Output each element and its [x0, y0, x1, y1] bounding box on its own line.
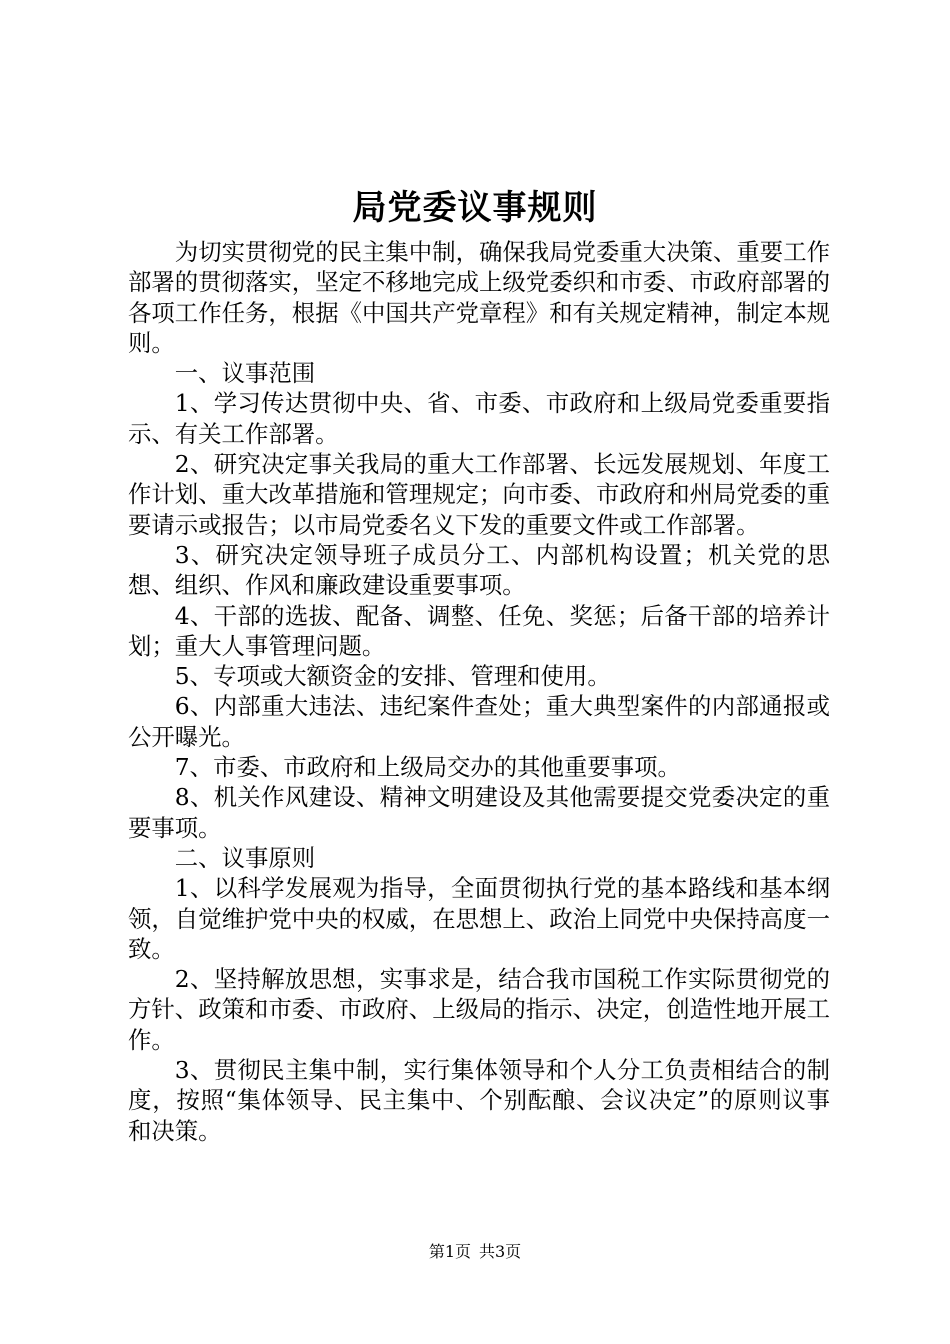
section-heading-principles: 二、议事原则: [174, 843, 316, 872]
scope-item-3: 3、研究决定领导班子成员分工、内部机构设置；机关党的思想、组织、作风和廉政建设重要事项。: [128, 540, 830, 600]
page-number: 第1页: [428, 1242, 471, 1261]
document-body: [128, 237, 830, 1146]
scope-item-6: 6、内部重大违法、违纪案件查处；重大典型案件的内部通报或公开曝光。: [128, 692, 830, 751]
scope-item-7: 7、市委、市政府和上级局交办的其他重要事项。: [174, 753, 681, 782]
scope-item-8: 8、机关作风建设、精神文明建设及其他需要提交党委决定的重要事项。: [128, 783, 830, 842]
intro-paragraph: 为切实贯彻党的民主集中制，确保我局党委重大决策、重要工作部署的贯彻落实，坚定不移地完成上级党委织和市委、市政府部署的各项工作任务，根据《中国共产党章程》和有关规定精神，制定本规则。: [128, 238, 830, 357]
principle-item-3: 3、贯彻民主集中制，实行集体领导和个人分工负责相结合的制度，按照“集体领导、民主集中、个别酝酿、会议决定”的原则议事和决策。: [128, 1056, 830, 1145]
scope-item-1: 1、学习传达贯彻中央、省、市委、市政府和上级局党委重要指示、有关工作部署。: [128, 389, 830, 448]
principle-item-2: 2、坚持解放思想，实事求是，结合我市国税工作实际贯彻党的方针、政策和市委、市政府、上级局的指示、决定，创造性地开展工作。: [128, 965, 830, 1054]
scope-item-4: 4、干部的选拔、配备、调整、任免、奖惩；后备干部的培养计划；重大人事管理问题。: [128, 601, 830, 660]
scope-item-2: 2、研究决定事关我局的重大工作部署、长远发展规划、年度工作计划、重大改革措施和管理规定；向市委、市政府和州局党委的重要请示或报告；以市局党委名义下发的重要文件或工作部署。: [128, 450, 830, 539]
page-total: 共3页: [479, 1242, 522, 1261]
document-title: 局党委议事规则: [352, 188, 598, 228]
page-footer: [0, 1240, 950, 1264]
principle-item-1: 1、以科学发展观为指导，全面贯彻执行党的基本路线和基本纲领，自觉维护党中央的权威，在思想上、政治上同党中央保持高度一致。: [128, 874, 830, 963]
section-heading-scope: 一、议事范围: [174, 359, 316, 388]
scope-item-5: 5、专项或大额资金的安排、管理和使用。: [174, 662, 611, 691]
